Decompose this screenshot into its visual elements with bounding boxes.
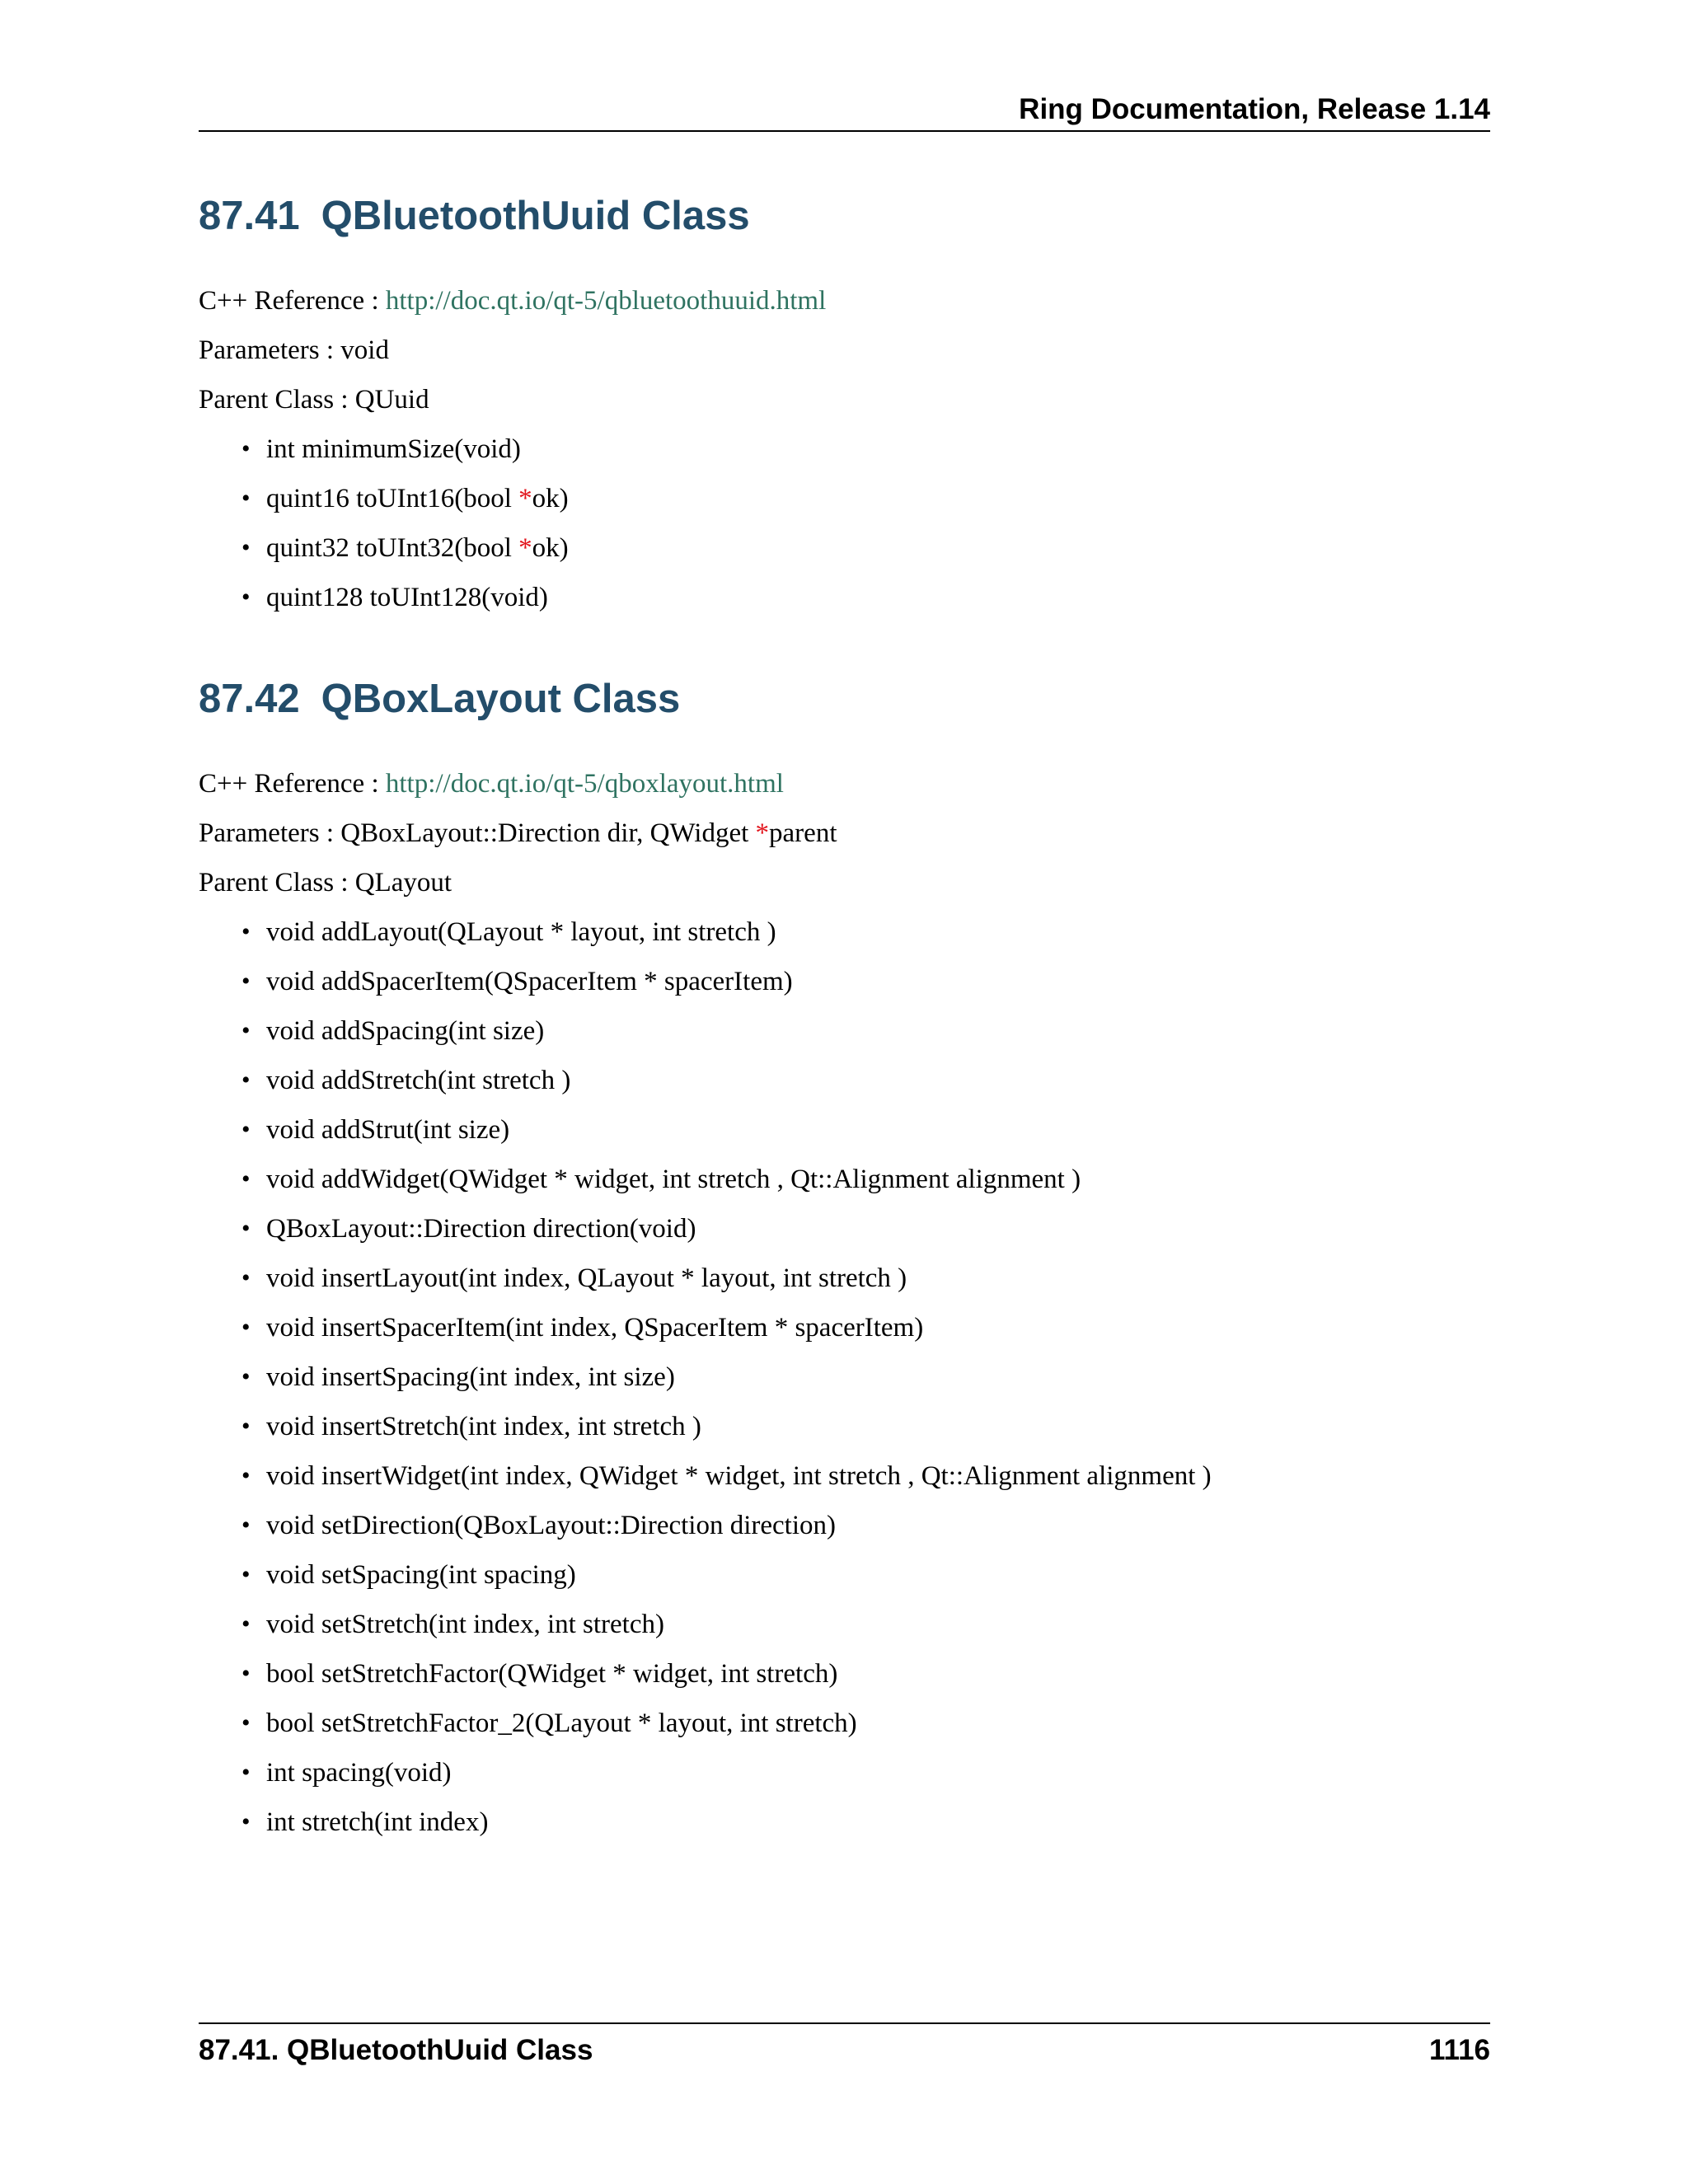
bullet-icon: •	[241, 1017, 251, 1044]
footer-page-number: 1116	[1429, 2034, 1490, 2066]
cpp-reference-label: C++ Reference :	[199, 286, 386, 316]
method-signature: quint32 toUInt32(bool	[266, 533, 519, 563]
method-signature: void addStrut(int size)	[266, 1115, 510, 1145]
method-item	[199, 916, 1212, 949]
method-signature: int spacing(void)	[266, 1758, 452, 1788]
parameters-line	[199, 817, 837, 850]
method-item	[199, 532, 569, 565]
method-signature: void insertSpacing(int index, int size)	[266, 1362, 675, 1392]
parent-class-value: QUuid	[354, 385, 429, 415]
bullet-icon: •	[241, 918, 251, 945]
method-item	[199, 1558, 1212, 1591]
parent-class-value: QLayout	[354, 868, 452, 898]
method-signature: QBoxLayout::Direction direction(void)	[266, 1214, 696, 1244]
method-signature: void addSpacing(int size)	[266, 1016, 545, 1046]
cpp-reference-line	[199, 767, 784, 800]
method-item	[199, 1064, 1212, 1097]
cpp-reference-line	[199, 284, 826, 317]
parent-class-line	[199, 383, 429, 416]
parent-class-line	[199, 866, 452, 899]
cpp-reference-link[interactable]: http://doc.qt.io/qt-5/qbluetoothuuid.html	[385, 286, 827, 316]
cpp-reference-link[interactable]: http://doc.qt.io/qt-5/qboxlayout.html	[385, 769, 784, 799]
method-signature: void insertWidget(int index, QWidget * widget, int stretch , Qt::Alignment alignment )	[266, 1461, 1212, 1491]
method-signature: void insertSpacerItem(int index, QSpacerItem * spacerItem)	[266, 1313, 924, 1343]
parameters-value: QBoxLayout::Direction dir, QWidget	[340, 818, 756, 848]
bullet-icon: •	[241, 1808, 251, 1835]
method-item	[199, 1509, 1212, 1542]
method-item	[199, 965, 1212, 998]
method-item	[199, 482, 569, 515]
bullet-icon: •	[241, 1413, 251, 1440]
method-signature: void insertStretch(int index, int stretch )	[266, 1412, 701, 1441]
method-item	[199, 581, 569, 614]
section-heading-qbluetoothuuid	[199, 191, 750, 241]
method-list-qbluetoothuuid	[199, 433, 569, 630]
bullet-icon: •	[241, 1759, 251, 1786]
method-signature: void setSpacing(int spacing)	[266, 1560, 576, 1590]
bullet-icon: •	[241, 1511, 251, 1539]
method-item	[199, 1707, 1212, 1740]
method-signature: void addLayout(QLayout * layout, int stretch )	[266, 917, 776, 947]
bullet-icon: •	[241, 1610, 251, 1638]
bullet-icon: •	[241, 968, 251, 995]
footer-section: 87.41. QBluetoothUuid Class	[199, 2034, 593, 2066]
method-signature: int stretch(int index)	[266, 1807, 489, 1837]
method-signature: bool setStretchFactor_2(QLayout * layout, int stretch)	[266, 1708, 857, 1738]
method-signature: void addStretch(int stretch )	[266, 1066, 571, 1095]
pointer-star: *	[755, 818, 770, 848]
method-item	[199, 1262, 1212, 1295]
parameters-label: Parameters :	[199, 818, 341, 848]
parameters-label: Parameters :	[199, 335, 341, 365]
bullet-icon: •	[241, 534, 251, 561]
method-item	[199, 1163, 1212, 1196]
method-item	[199, 1608, 1212, 1641]
method-signature: void addSpacerItem(QSpacerItem * spacerItem)	[266, 967, 793, 996]
bullet-icon: •	[241, 1165, 251, 1193]
section-number: 87.41	[199, 194, 300, 238]
method-signature: bool setStretchFactor(QWidget * widget, int stretch)	[266, 1659, 838, 1689]
method-item	[199, 1460, 1212, 1493]
bullet-icon: •	[241, 435, 251, 462]
parameters-value: void	[340, 335, 389, 365]
bullet-icon: •	[241, 1116, 251, 1143]
method-list-qboxlayout	[199, 916, 1212, 1855]
pointer-star: *	[518, 484, 532, 513]
bullet-icon: •	[241, 583, 251, 611]
running-footer	[199, 2022, 1490, 2070]
method-item	[199, 433, 569, 466]
bullet-icon: •	[241, 485, 251, 512]
parameters-line	[199, 334, 389, 367]
method-signature-tail: ok)	[532, 533, 569, 563]
method-item	[199, 1361, 1212, 1394]
bullet-icon: •	[241, 1215, 251, 1242]
bullet-icon: •	[241, 1314, 251, 1341]
bullet-icon: •	[241, 1709, 251, 1736]
bullet-icon: •	[241, 1264, 251, 1291]
running-header	[199, 89, 1490, 132]
method-item	[199, 1311, 1212, 1344]
header-title: Ring Documentation, Release 1.14	[1019, 93, 1490, 125]
method-signature: void setStretch(int index, int stretch)	[266, 1610, 664, 1639]
method-item	[199, 1015, 1212, 1047]
method-item	[199, 1756, 1212, 1789]
method-item	[199, 1113, 1212, 1146]
parameters-value-tail: parent	[769, 818, 837, 848]
method-signature: int minimumSize(void)	[266, 434, 521, 464]
bullet-icon: •	[241, 1660, 251, 1687]
method-item	[199, 1212, 1212, 1245]
method-signature: quint16 toUInt16(bool	[266, 484, 519, 513]
method-item	[199, 1806, 1212, 1839]
document-page	[199, 0, 1490, 2184]
bullet-icon: •	[241, 1561, 251, 1588]
section-title: QBoxLayout Class	[321, 677, 681, 721]
bullet-icon: •	[241, 1066, 251, 1094]
method-item	[199, 1410, 1212, 1443]
bullet-icon: •	[241, 1363, 251, 1390]
method-signature: void setDirection(QBoxLayout::Direction direction)	[266, 1511, 836, 1540]
pointer-star: *	[518, 533, 532, 563]
method-signature: void addWidget(QWidget * widget, int stretch , Qt::Alignment alignment )	[266, 1165, 1081, 1194]
method-item	[199, 1657, 1212, 1690]
section-title: QBluetoothUuid Class	[321, 194, 750, 238]
bullet-icon: •	[241, 1462, 251, 1489]
parent-class-label: Parent Class :	[199, 868, 355, 898]
method-signature: void insertLayout(int index, QLayout * layout, int stretch )	[266, 1263, 907, 1293]
section-number: 87.42	[199, 677, 300, 721]
method-signature: quint128 toUInt128(void)	[266, 583, 548, 612]
section-heading-qboxlayout	[199, 674, 680, 724]
cpp-reference-label: C++ Reference :	[199, 769, 386, 799]
parent-class-label: Parent Class :	[199, 385, 355, 415]
method-signature-tail: ok)	[532, 484, 569, 513]
